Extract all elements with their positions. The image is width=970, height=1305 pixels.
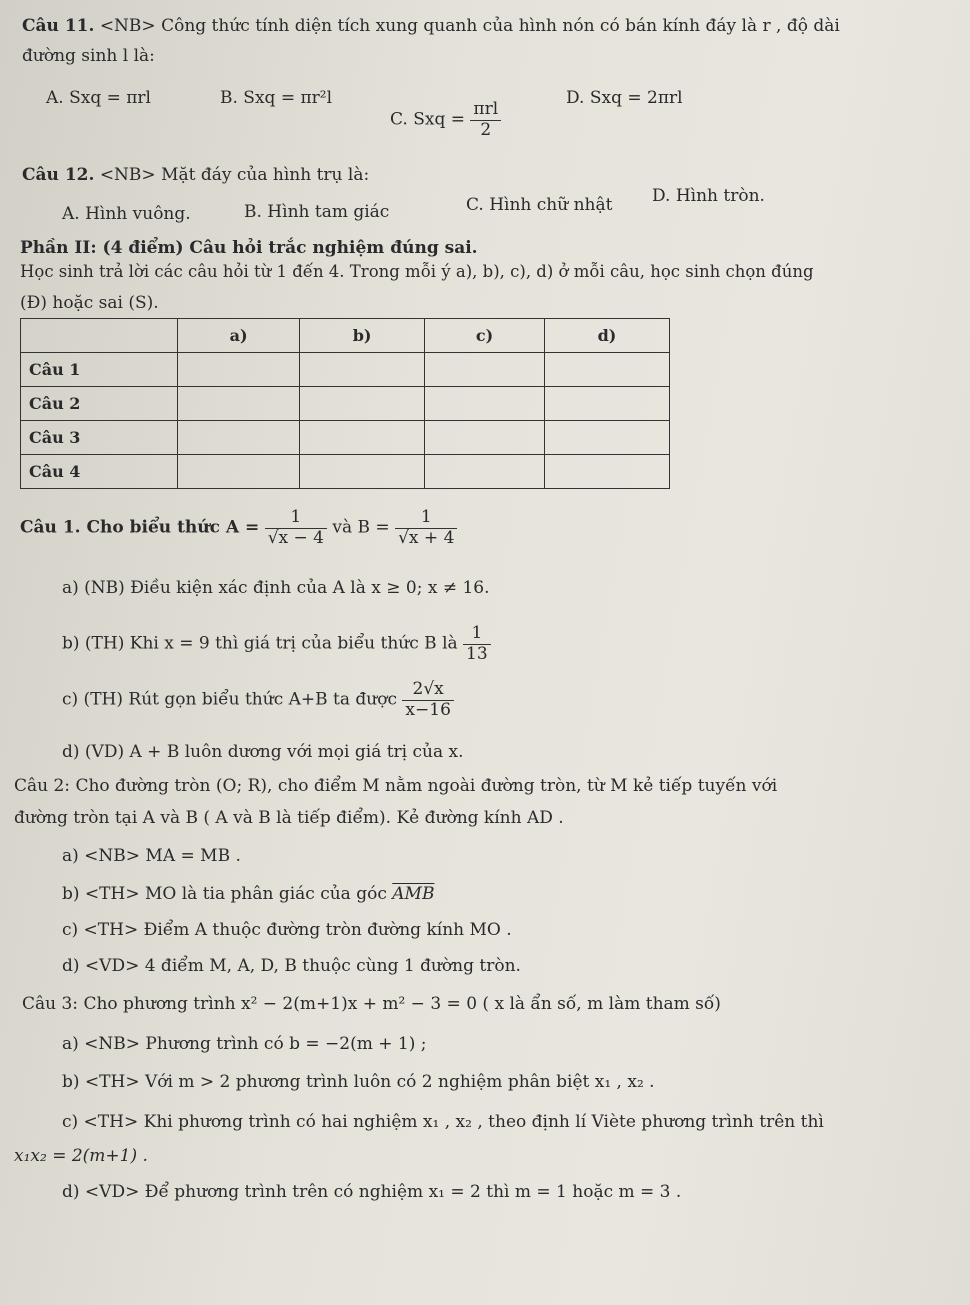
table-row — [21, 455, 670, 489]
fraction: $\frac{2√x}{x-16}$ — [402, 680, 453, 720]
c2-item-b: b) <TH> MO là tia phân giác của góc $\overline{AMB}$ — [62, 884, 435, 904]
row-label: Câu 4 — [21, 455, 178, 489]
answer-cell[interactable] — [544, 387, 669, 421]
answer-cell[interactable] — [178, 455, 300, 489]
fraction: $\frac{\text{πrl}}{2}$ — [470, 100, 501, 140]
part2-title: Phần II: (4 điểm) Câu hỏi trắc nghiệm đúng sai. — [20, 238, 478, 258]
answer-cell[interactable] — [300, 353, 425, 387]
c2-item-a: a) <NB> MA = MB . — [62, 846, 241, 866]
q11-stem-2: đường sinh l là: — [22, 46, 155, 66]
c2-item-c: c) <TH> Điểm A thuộc đường tròn đường kính MO . — [62, 920, 512, 940]
c2-stem-2: đường tròn tại A và B ( A và B là tiếp điểm). Kẻ đường kính AD . — [14, 808, 564, 828]
fraction-a: $\frac{1}{√x - 4}$ — [265, 508, 327, 548]
answer-cell[interactable] — [425, 421, 545, 455]
c3-item-c-2: x₁x₂ = 2(m+1) . — [14, 1146, 148, 1166]
table-header-cell: b) — [300, 319, 425, 353]
answer-cell[interactable] — [300, 455, 425, 489]
answer-cell[interactable] — [300, 387, 425, 421]
part2-intro: Học sinh trả lời các câu hỏi từ 1 đến 4. Trong mỗi ý a), b), c), d) ở mỗi câu, học sinh chọn đúng — [20, 262, 814, 281]
c1-stem: Câu 1. Cho biểu thức A = $\frac{1}{√x - 4}$ và B = $\frac{1}{√x + 4}$ — [20, 508, 457, 548]
table-row — [21, 421, 670, 455]
angle-amb: $\overline{AMB}$ — [392, 884, 435, 904]
answer-cell[interactable] — [425, 387, 545, 421]
table-header-cell: c) — [425, 319, 545, 353]
fraction-b: $\frac{1}{√x + 4}$ — [395, 508, 457, 548]
q12-option-b: B. Hình tam giác — [244, 202, 390, 222]
table-corner — [21, 319, 178, 353]
c3-item-a: a) <NB> Phương trình có b = −2(m + 1) ; — [62, 1034, 427, 1054]
q12-option-d: D. Hình tròn. — [652, 186, 765, 206]
c2-item-d: d) <VD> 4 điểm M, A, D, B thuộc cùng 1 đường tròn. — [62, 956, 521, 976]
answer-cell[interactable] — [178, 353, 300, 387]
row-label: Câu 3 — [21, 421, 178, 455]
answer-cell[interactable] — [178, 387, 300, 421]
answer-cell[interactable] — [425, 353, 545, 387]
answer-cell[interactable] — [425, 455, 545, 489]
q11-stem: Câu 11. <NB> Công thức tính diện tích xung quanh của hình nón có bán kính đáy là r , độ dài — [22, 16, 840, 36]
row-label: Câu 1 — [21, 353, 178, 387]
table-row — [21, 353, 670, 387]
c3-item-b: b) <TH> Với m > 2 phương trình luôn có 2 nghiệm phân biệt x₁ , x₂ . — [62, 1072, 655, 1092]
answer-cell[interactable] — [544, 455, 669, 489]
answer-cell[interactable] — [300, 421, 425, 455]
q11-option-a: A. Sxq = πrl — [46, 88, 151, 108]
table-header-cell: d) — [544, 319, 669, 353]
table-row — [21, 387, 670, 421]
table-header-cell: a) — [178, 319, 300, 353]
c1-item-b: b) (TH) Khi x = 9 thì giá trị của biểu thức B là $\frac{1}{13}$ — [62, 624, 491, 664]
c1-item-d: d) (VD) A + B luôn dương với mọi giá trị của x. — [62, 742, 464, 762]
c1-item-a: a) (NB) Điều kiện xác định của A là x ≥ 0; x ≠ 16. — [62, 578, 490, 598]
c1-item-c: c) (TH) Rút gọn biểu thức A+B ta được $\frac{2√x}{x-16}$ — [62, 680, 454, 720]
q12-option-c: C. Hình chữ nhật — [466, 195, 613, 215]
q11-option-b: B. Sxq = πr²l — [220, 88, 333, 108]
answer-cell[interactable] — [178, 421, 300, 455]
q12-option-a: A. Hình vuông. — [62, 204, 191, 224]
c2-stem: Câu 2: Cho đường tròn (O; R), cho điểm M nằm ngoài đường tròn, từ M kẻ tiếp tuyến với — [14, 776, 778, 796]
c3-stem: Câu 3: Cho phương trình x² − 2(m+1)x + m² − 3 = 0 ( x là ẩn số, m làm tham số) — [22, 994, 721, 1014]
answer-table — [20, 318, 670, 489]
q11-option-d: D. Sxq = 2πrl — [566, 88, 683, 108]
q11-option-c: C. Sxq = $\frac{\text{πrl}}{2}$ — [390, 100, 501, 140]
table-header-row — [21, 319, 670, 353]
q12-stem: Câu 12. <NB> Mặt đáy của hình trụ là: — [22, 165, 370, 185]
c3-item-c: c) <TH> Khi phương trình có hai nghiệm x₁ , x₂ , theo định lí Viète phương trình trên thì — [62, 1112, 824, 1132]
c3-item-d: d) <VD> Để phương trình trên có nghiệm x₁ = 2 thì m = 1 hoặc m = 3 . — [62, 1182, 682, 1202]
part2-intro-2: (Đ) hoặc sai (S). — [20, 293, 159, 313]
row-label: Câu 2 — [21, 387, 178, 421]
answer-cell[interactable] — [544, 353, 669, 387]
fraction: $\frac{1}{13}$ — [463, 624, 491, 664]
answer-cell[interactable] — [544, 421, 669, 455]
